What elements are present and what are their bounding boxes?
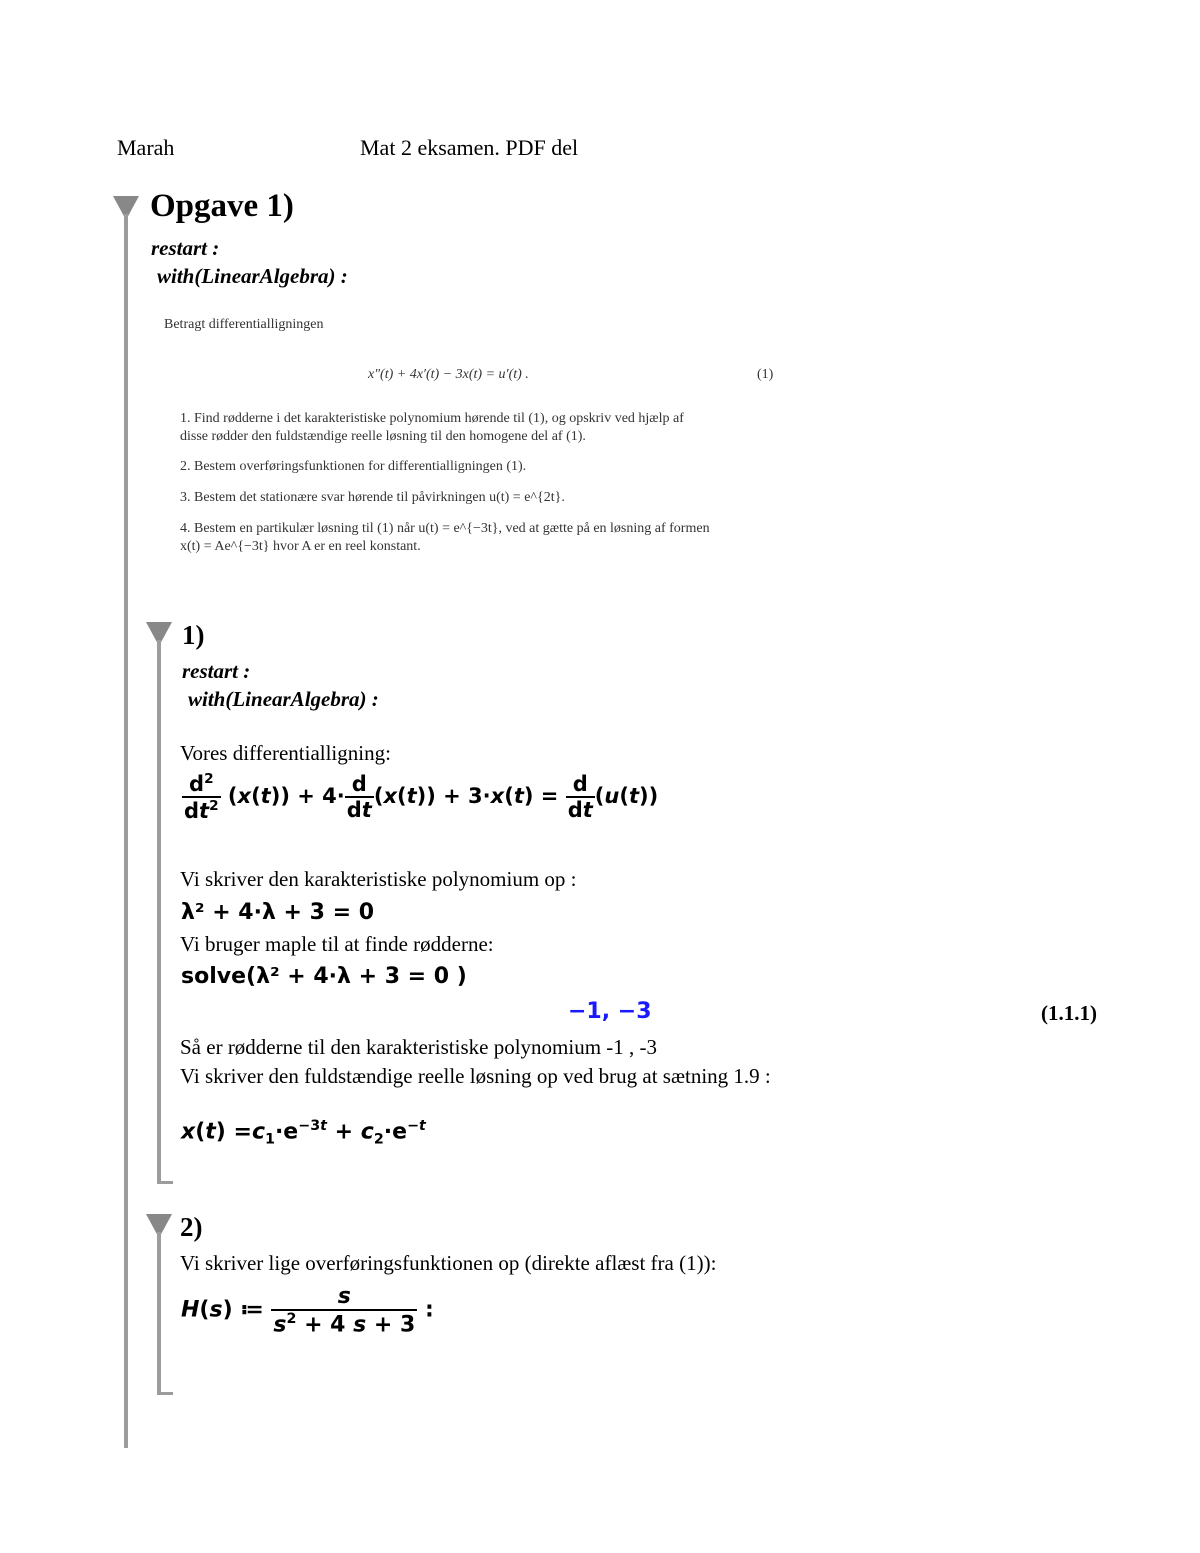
restart-keyword: restart : xyxy=(182,659,251,683)
text-use-maple: Vi bruger maple til at finde rødderne: xyxy=(180,932,494,956)
subsection-2-title: 2) xyxy=(180,1212,203,1242)
maple-input-with[interactable] xyxy=(188,687,379,712)
problem-item: 3. Bestem det stationære svar hørende til påvirkningen u(t) = e^{2t}. xyxy=(180,490,565,505)
text-transfer-function: Vi skriver lige overføringsfunktionen op (direkte aflæst fra (1)): xyxy=(180,1251,717,1275)
section-title: Opgave 1) xyxy=(150,188,294,224)
text-differential-equation: Vores differentialligning: xyxy=(180,741,391,765)
problem-item: 1. Find rødderne i det karakteristiske polynomium hørende til (1), og opskriv ved hjælp af xyxy=(180,411,684,426)
author-name: Marah xyxy=(117,135,175,160)
document-title: Mat 2 eksamen. PDF del xyxy=(360,135,579,160)
maple-output-roots: −1, −3 xyxy=(568,999,652,1024)
differential-equation-math[interactable]: $\frac{d^2}{dt^2}$ (x(t)) + 4· $\frac{d}{dt}$ (x(t)) + 3·x(t) = $\frac{d}{dt}$ (u(t)) xyxy=(184,771,659,823)
maple-input-restart[interactable] xyxy=(151,236,219,261)
characteristic-polynomial-math[interactable]: λ² + 4·λ + 3 = 0 xyxy=(181,900,375,925)
equation-label: (1.1.1) xyxy=(1041,1001,1097,1025)
text-general-solution: Vi skriver den fuldstændige reelle løsning op ved brug at sætning 1.9 : xyxy=(180,1064,771,1088)
text-characteristic-polynomial: Vi skriver den karakteristiske polynomium op : xyxy=(180,867,577,891)
maple-input-with[interactable] xyxy=(157,264,348,289)
problem-item: x(t) = Ae^{−3t} hvor A er en reel konstant. xyxy=(180,539,421,554)
section-bracket xyxy=(124,214,128,1448)
maple-solve-command[interactable]: solve(λ² + 4·λ + 3 = 0 ) xyxy=(181,964,467,989)
general-solution-math[interactable]: $x(t) =c_1\cdot e^{-3t} + c_2\cdot e^{-t}$ xyxy=(181,1118,426,1148)
problem-item: 2. Bestem overføringsfunktionen for differentialligningen (1). xyxy=(180,459,527,474)
restart-keyword: restart : xyxy=(151,236,220,260)
problem-equation: x″(t) + 4x′(t) − 3x(t) = u′(t) . xyxy=(368,367,529,382)
transfer-function-math[interactable]: H(s) ≔ $\frac{s}{s^2 + 4 s + 3}$ : xyxy=(181,1284,434,1338)
subsection-2-bracket-end xyxy=(157,1392,173,1395)
subsection-1-bracket xyxy=(157,640,161,1183)
with-command: with(LinearAlgebra) : xyxy=(188,687,379,711)
maple-input-restart[interactable] xyxy=(182,659,250,684)
problem-item: disse rødder den fuldstændige reelle løsning til den homogene del af (1). xyxy=(180,429,586,444)
text-roots: Så er rødderne til den karakteristiske polynomium -1 , -3 xyxy=(180,1035,658,1059)
subsection-1-bracket-end xyxy=(157,1181,173,1184)
with-command: with(LinearAlgebra) : xyxy=(157,264,348,288)
problem-item: 4. Bestem en partikulær løsning til (1) når u(t) = e^{−3t}, ved at gætte på en løsning af formen xyxy=(180,521,710,536)
subsection-1-title: 1) xyxy=(182,620,205,650)
problem-image xyxy=(160,315,785,565)
subsection-2-bracket xyxy=(157,1232,161,1394)
problem-intro: Betragt differentialligningen xyxy=(164,317,324,332)
problem-equation-label: (1) xyxy=(757,367,774,382)
